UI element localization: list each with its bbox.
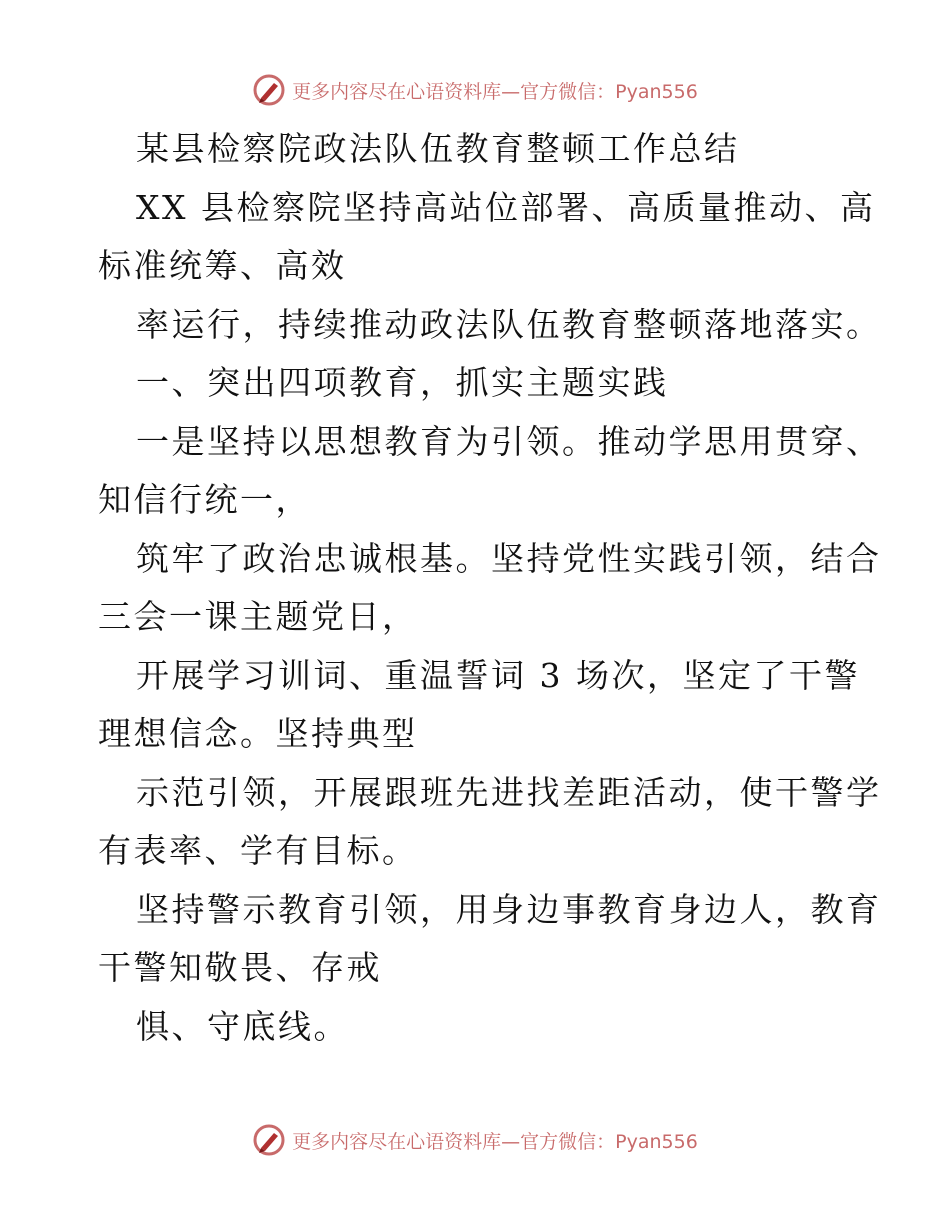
text-line: 某县检察院政法队伍教育整顿工作总结	[136, 129, 740, 168]
text-line: 知信行统一，	[98, 480, 311, 519]
document-body	[98, 120, 882, 1056]
text-line: 开展学习训词、重温誓词 3 场次，坚定了干警	[136, 655, 860, 695]
pen-logo-icon	[252, 73, 286, 107]
text-line: 惧、守底线。	[136, 1006, 349, 1046]
text-line: 筑牢了政治忠诚根基。坚持党性实践引领，结合	[136, 538, 882, 578]
text-line: 一是坚持以思想教育为引领。推动学思用贯穿、	[136, 421, 882, 461]
watermark-top	[0, 70, 950, 110]
text-line: 一、突出四项教育，抓实主题实践	[136, 363, 669, 402]
text-line: 三会一课主题党日，	[98, 597, 418, 636]
text-line: 理想信念。坚持典型	[98, 714, 418, 753]
watermark-text: 更多内容尽在心语资料库—官方微信：Pyan556	[292, 80, 698, 103]
text-line: 坚持警示教育引领，用身边事教育身边人，教育	[136, 889, 882, 929]
watermark-bottom	[0, 1120, 950, 1160]
text-line: 有表率、学有目标。	[98, 831, 418, 870]
pen-logo-icon	[252, 1123, 286, 1157]
watermark-text: 更多内容尽在心语资料库—官方微信：Pyan556	[292, 1130, 698, 1153]
text-line: 干警知敬畏、存戒	[98, 948, 382, 987]
text-line: 示范引领，开展跟班先进找差距活动，使干警学	[136, 772, 882, 812]
text-line: 率运行，持续推动政法队伍教育整顿落地落实。	[136, 304, 882, 344]
text-line: 标准统筹、高效	[98, 246, 347, 285]
text-line: XX 县检察院坚持高站位部署、高质量推动、高	[136, 187, 876, 227]
